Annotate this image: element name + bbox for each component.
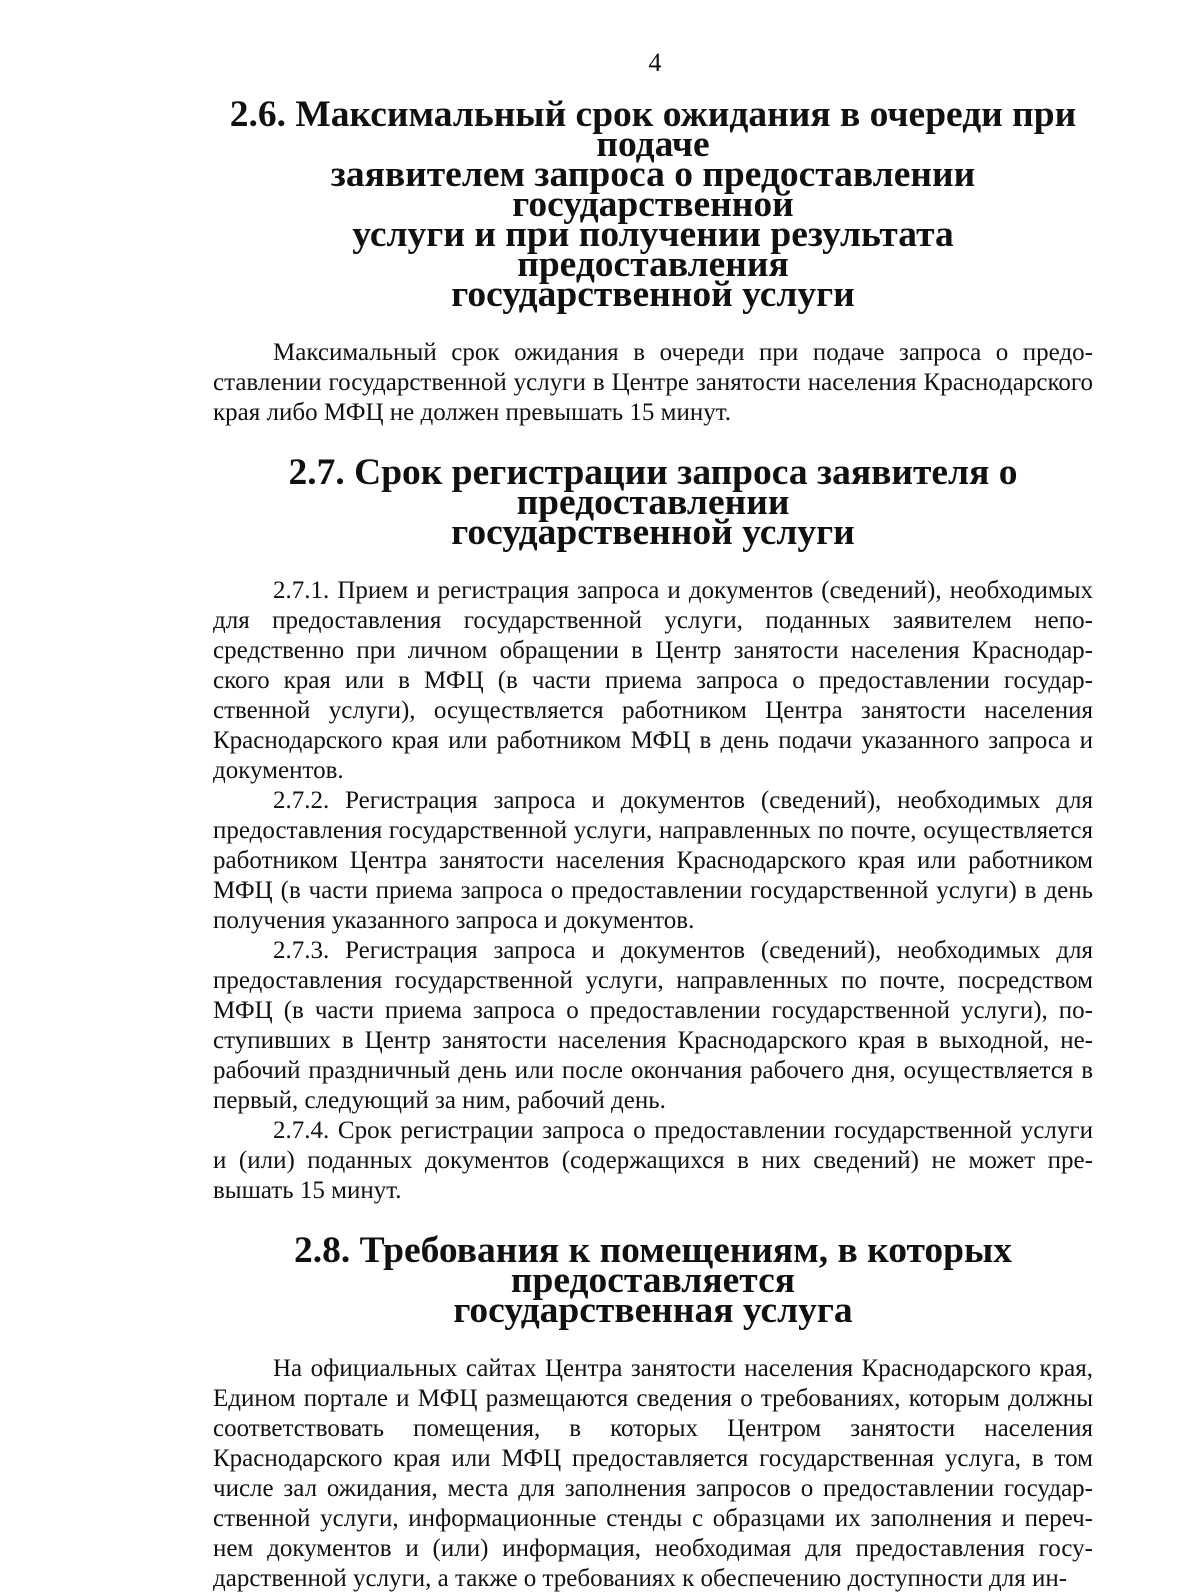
section-heading-2-8 <box>213 1230 1093 1331</box>
heading-line: 2.7. Срок регистрации запроса заявителя о предоставлении <box>288 452 1018 523</box>
heading-line: услуги и при получении результата предоставления <box>352 214 954 285</box>
page-number: 4 <box>648 48 662 77</box>
paragraph-2-8: На официальных сайтах Центра занятости населения Краснодарского края, Едином портале и МФЦ размещаются сведения о требованиях, которым должны соответствовать помещения, в которых Центром занятости населения Краснодарского края или МФЦ предоставляется государственная услуга, в том числе зал ожидания, места для заполнения запросов о предоставлении государственной услуги, информационные стенды с образцами их заполнения и перечнем документов и (или) информация, необходимая для предоставления государственной услуги, а также о требованиях к обеспечению доступности для ин- <box>213 1355 1093 1592</box>
paragraph-2-7-4: 2.7.4. Срок регистрации запроса о предоставлении государственной услуги и (или) поданных документов (содержащихся в них сведений) не может превышать 15 минут. <box>213 1117 1093 1204</box>
heading-line: 2.6. Максимальный срок ожидания в очереди при подаче <box>229 94 1077 165</box>
paragraph-2-7-2: 2.7.2. Регистрация запроса и документов (сведений), необходимых для предоставления государственной услуги, направленных по почте, осуществляется работником Центра занятости населения Краснодарского края или работником МФЦ (в части приема запроса о предоставлении государственной услуги) в день получения указанного запроса и документов. <box>213 787 1093 934</box>
paragraph-2-7-1: 2.7.1. Прием и регистрация запроса и документов (сведений), необходимых для предоставления государственной услуги, поданных заявителем непосредственно при личном обращении в Центр занятости населения Краснодарского края или в МФЦ (в части приема запроса о предоставлении государственной услуги), осуществляется работником Центра занятости населения Краснодарского края или работником МФЦ в день подачи указанного запроса и документов. <box>213 577 1093 784</box>
heading-line: государственная услуга <box>453 1290 853 1331</box>
section-heading-2-7 <box>213 452 1093 553</box>
heading-line: государственной услуги <box>451 512 855 553</box>
heading-line: государственной услуги <box>451 274 855 315</box>
document-body <box>213 94 1093 1594</box>
section-heading-2-6 <box>213 94 1093 315</box>
paragraph-2-6: Максимальный срок ожидания в очереди при подаче запроса о предоставлении государственной услуги в Центре занятости населения Краснодарского края либо МФЦ не должен превышать 15 минут. <box>213 339 1093 426</box>
paragraph-2-7-3: 2.7.3. Регистрация запроса и документов (сведений), необходимых для предоставления государственной услуги, направленных по почте, посредством МФЦ (в части приема запроса о предоставлении государственной услуги), поступивших в Центр занятости населения Краснодарского края в выходной, нерабочий праздничный день или после окончания рабочего дня, осуществляется в первый, следующий за ним, рабочий день. <box>213 937 1093 1114</box>
heading-line: 2.8. Требования к помещениям, в которых предоставляется <box>293 1230 1013 1301</box>
heading-line: заявителем запроса о предоставлении государственной <box>330 154 976 225</box>
